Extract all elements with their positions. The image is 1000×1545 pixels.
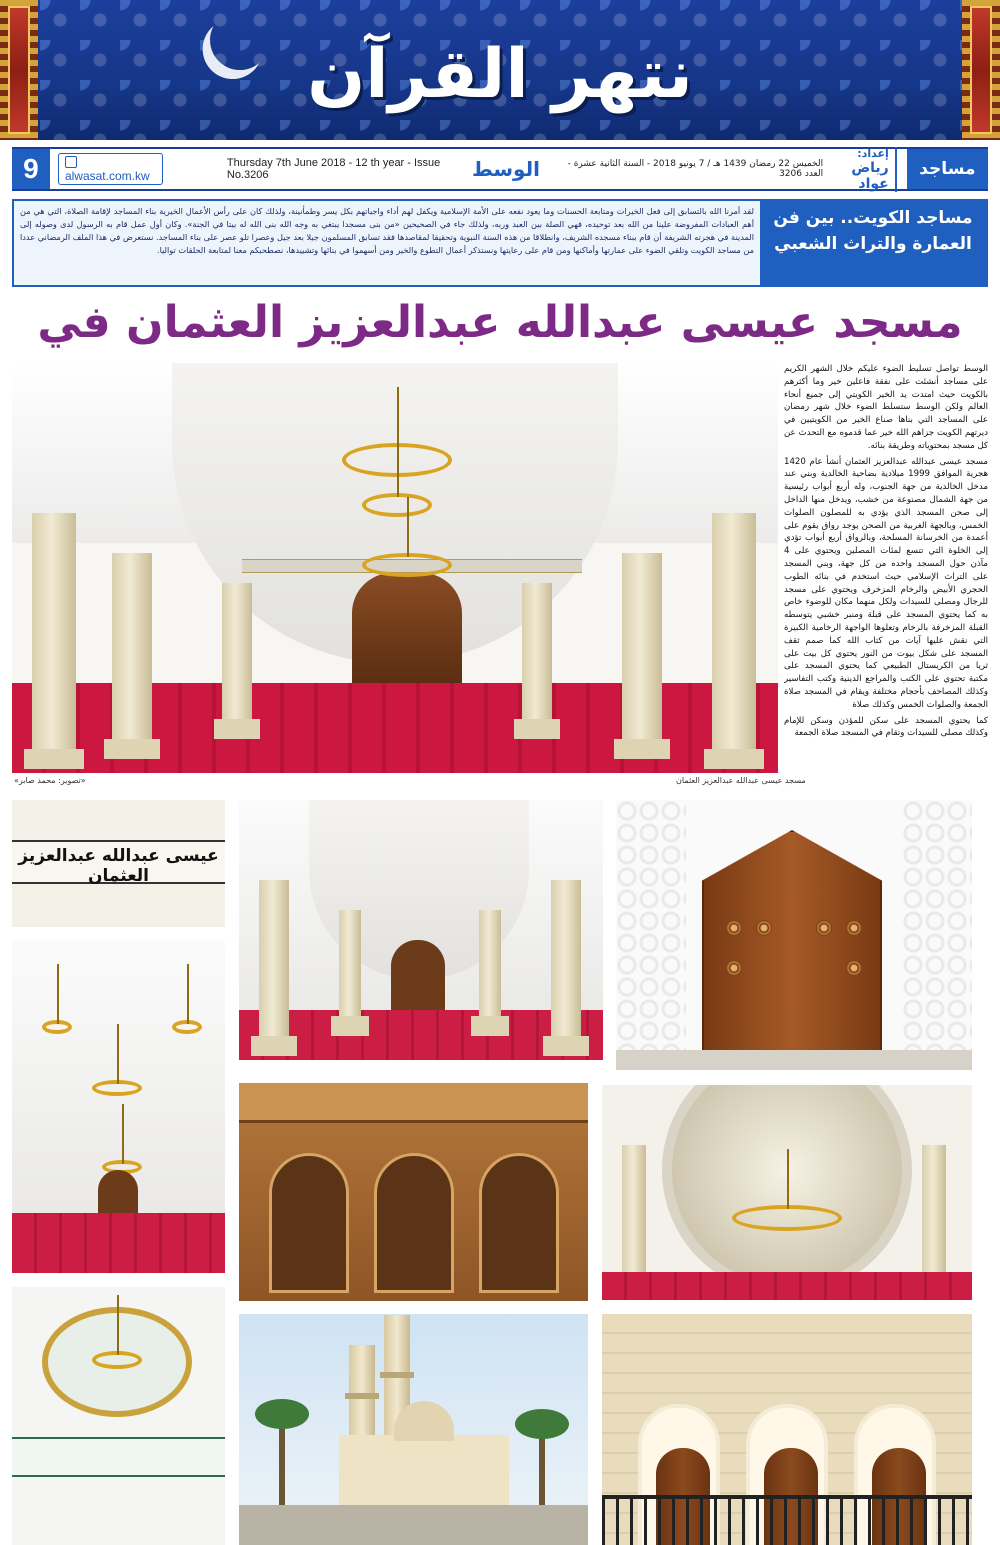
main-photo-caption: مسجد عيسى عبدالله عبدالعزيز العثمان: [676, 776, 806, 785]
inscription-band: [239, 1083, 588, 1123]
lattice-screen: [902, 800, 972, 1070]
door-rosette: [846, 920, 862, 936]
photo-ceiling-dome-detail: [12, 1287, 225, 1545]
photo-hall-view: [239, 800, 603, 1060]
article-headline: مسجد عيسى عبدالله عبدالعزيز العثمان في: [37, 297, 963, 348]
column: [551, 880, 581, 1050]
crescent-icon: [202, 2, 279, 79]
railing: [602, 1495, 972, 1545]
chandelier: [92, 1080, 142, 1096]
door-rosette: [846, 960, 862, 976]
photo-mosque-exterior: [239, 1314, 588, 1545]
website-icon: [65, 156, 77, 168]
column: [479, 910, 501, 1030]
door-rosette: [756, 920, 772, 936]
author-label: إعداد:: [857, 146, 889, 160]
palm-tree: [539, 1425, 545, 1505]
issue-date-arabic: الخميس 22 رمضان 1439 هـ / 7 يونيو 2018 - السنة الثانية عشرة - العدد 3206: [567, 159, 824, 179]
author-credit: [823, 147, 897, 192]
article-body: [784, 363, 988, 783]
photo-chandeliers-hall: [12, 940, 225, 1273]
main-photo-prayer-hall: [12, 363, 778, 773]
article-paragraph: الوسط تواصل تسليط الضوء عليكم خلال الشهر الكريم على مساجد أنشئت على نفقة فاعلين خير وما أكثرهم بالكويت حيث امتدت يد الخير الكويتي إلى جميع أنحاء العالم ولكن الوسط ستسلط الضوء خلال شهر رمضان على المساجد التي بناها صناع الخير من الكويتيين في ديرتهم الكويت جزاهم الله خير عما قدموه مع التحدث عن كل مسجد بمحتوياته وطريقة بنائه.: [784, 364, 988, 451]
wood-arch: [479, 1153, 559, 1293]
series-heading: مساجد الكويت.. بين فن العمارة والتراث الشعبي: [760, 201, 986, 285]
banner-ornament-right: [962, 0, 1000, 140]
palm-tree: [279, 1415, 285, 1505]
sign-text: عيسى عبدالله عبدالعزيز العثمان: [18, 846, 219, 886]
intro-text: لقد أمرنا الله بالتسابق إلى فعل الخيرات ومتابعة الحسنات وما يعود نفعه على الأمة الإسلامية ويكفل لهم أداء واجباتهم بكل يسر وطمأنينة، ولذلك كان على رأس الأعمال الخيرية بناء المساجد لإقامة الصلاة، التي هي من أهم العبادات المفروضة علينا من الله بعد توحيده، فهي الصلة بين العبد وربه، ولذلك جاء في الصحيحين «من بنى مسجدا يبتغي به وجه الله بنى الله له بيتا في الجنة». وكان أول عمل قام به الرسول لدى وصوله إلى المدينة في هجرته الشريفة أن قام ببناء مسجده الشريف، وانطلاقا من هذه السنة النبوية وتحقيقا لمقاصدها فقد تسابق المسلمون جيلا بعد جيل وعصرا تلو عصر على بناء المساجد. نستعرض في هذا الملف الرمضاني عددا من مساجد الكويت وتلقي الضوء على عمارتها وأماكنها ومن قام على رعايتها ونستذكر أعمال التطوع والخير ومن أسهموا في بنائها وتشييدها، نصطحبكم معنا لمتابعة الحلقات تواليا.: [20, 206, 754, 255]
photo-wooden-door: [616, 800, 972, 1070]
photo-carpet: [12, 1213, 225, 1273]
column: [522, 583, 552, 733]
floor: [616, 1050, 972, 1070]
mosque-building: [339, 1435, 509, 1505]
photo-wooden-mihrab: [239, 1083, 588, 1301]
banner-ornament-left: [0, 0, 38, 140]
photo-ground: [239, 1505, 588, 1545]
wood-arch: [374, 1153, 454, 1293]
photo-dome-ceiling: [602, 1085, 972, 1300]
supplement-title: نتهر القرآن: [307, 35, 693, 114]
section-label: مساجد: [907, 149, 988, 189]
photo-credit: «تصوير: محمد صابر»: [14, 776, 86, 785]
column: [259, 880, 289, 1050]
chandelier: [362, 553, 452, 577]
column: [339, 910, 361, 1030]
article-paragraph: كما يحتوي المسجد على سكن للمؤذن وسكن للإمام وكذلك مصلى للسيدات وتقام في المسجد صلاة الجمعة: [784, 715, 988, 739]
photo-carpet: [602, 1272, 972, 1300]
website-label: alwasat.com.kw: [64, 169, 150, 183]
door-rosette: [726, 960, 742, 976]
chandelier: [42, 1020, 72, 1034]
photo-mihrab: [352, 573, 462, 685]
article-paragraph: مسجد عيسى عبدالله عبدالعزيز العثمان أنشأ عام 1420 هجرية الموافق 1999 ميلادية بضاحية الخالدية وبني عند مدخل الخالدية من جهة الجنوب، وله أربع أبواب رئيسية من جهة الشمال مصنوعة من خشب، ويدخل منها الداخل إلى صحن المسجد الذي يؤدي به للمصلون الصلوات الخمس، وبالجهة الغربية من الصحن يوجد رواق يقوم على أعمدة من الخرسانة المسلحة، وبالرواق أربع أبواب تؤدي إلى الخلوة التي تتسع لمئات المصلين ويحتوي على 4 مآذن حول المسجد واحده من كل جهة، وبني المسجد على التراث الإسلامي حيث استخدم في بنائه الطوب الحجري الأبيض والرخام المزخرف ويحتوي على مسجد للرجال ومصلى للسيدات ولكل منهما مكان للوضوء خاص به كما يحتوي المسجد على قبلة ومنبر خشبي يتوسطه القبلة المزخرفة بالرخام وتعلوها الواجهة الرخامية الكبيرة التي نقش عليها آيات من كتاب الله كما صمم ثقف المسجد على شكل بيوت من النور يحتوي كل بيت على ثريا من الكريستال الطبيعي كما يحتوي المسجد على مكتبة تحتوي على الكتب والمراجع الدينية وكتب التفاسير وكذلك المصاحف بأحجام مختلفة ويقام في المسجد صلاة الجمعة والصلوات الخمس وكذلك صلاة: [784, 456, 988, 710]
issue-info-strip: [12, 147, 988, 191]
lattice-screen: [616, 800, 686, 1070]
website-link[interactable]: [58, 153, 163, 185]
column: [112, 553, 152, 753]
photo-name-sign: [12, 800, 225, 927]
wood-arch: [269, 1153, 349, 1293]
photo-door: [391, 940, 445, 1010]
wooden-door: [702, 830, 882, 1060]
chandelier: [362, 493, 432, 517]
chandelier: [92, 1351, 142, 1369]
chandelier: [732, 1205, 842, 1231]
page-banner: [0, 0, 1000, 140]
door-rosette: [816, 920, 832, 936]
column: [222, 583, 252, 733]
inscription-band: [12, 1437, 225, 1477]
newspaper-logo: الوسط: [471, 157, 540, 181]
chandelier: [172, 1020, 202, 1034]
column: [712, 513, 756, 763]
issue-date-english: Thursday 7th June 2018 - 12 th year - Issue No.3206: [226, 157, 441, 181]
column: [32, 513, 76, 763]
photo-facade-entrances: [602, 1314, 972, 1545]
page-number: 9: [12, 149, 50, 189]
author-name: رياض عواد: [851, 159, 889, 192]
intro-box: [12, 199, 988, 287]
column: [622, 553, 662, 753]
door-rosette: [726, 920, 742, 936]
